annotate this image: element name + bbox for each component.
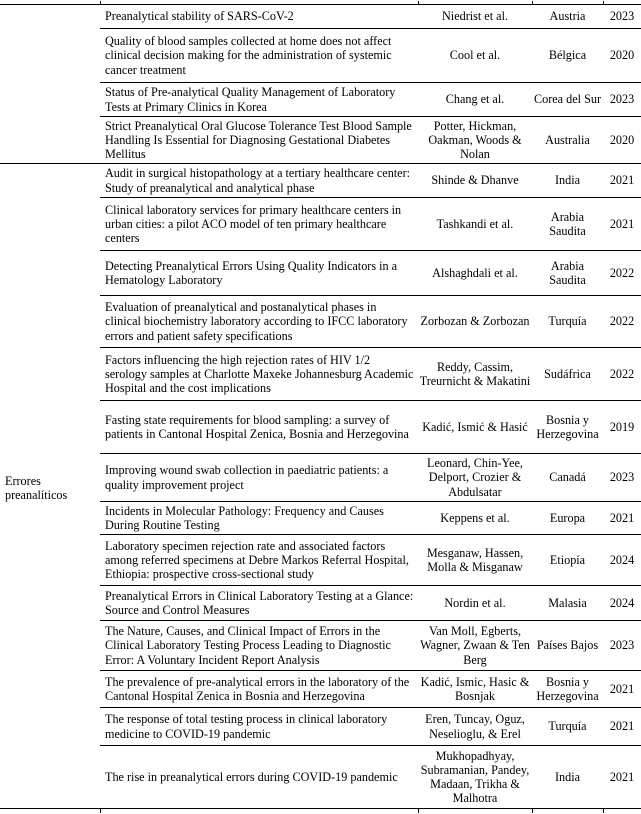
row-divider xyxy=(100,534,641,535)
cell-title xyxy=(105,746,415,808)
column-tick xyxy=(100,809,101,813)
cell-authors xyxy=(418,83,532,116)
cell-title xyxy=(105,454,415,501)
cell-country xyxy=(532,296,603,347)
cell-title xyxy=(105,621,415,670)
cell-authors-text: Shinde & Dhanve xyxy=(431,173,519,188)
cell-title-text: Evaluation of preanalytical and postanalytical phases in clinical biochemistry laboratory according to IFCC laboratory errors and patient safety specifications xyxy=(105,300,408,343)
row-divider xyxy=(100,453,641,454)
cell-title-text: Preanalytical stability of SARS-CoV-2 xyxy=(105,9,294,24)
cell-country-text: India xyxy=(554,769,581,784)
cell-title xyxy=(105,708,415,745)
row-divider xyxy=(100,707,641,708)
cell-title xyxy=(105,117,415,163)
row-divider xyxy=(100,620,641,621)
cell-country-text: Sudáfrica xyxy=(544,366,591,381)
cell-year xyxy=(603,296,641,347)
row-divider xyxy=(100,501,641,502)
table-row xyxy=(100,454,641,501)
cell-year xyxy=(603,586,641,620)
cell-year xyxy=(603,401,641,453)
cell-year xyxy=(603,83,641,116)
table-row xyxy=(100,117,641,163)
cell-year-text: 2020 xyxy=(609,48,635,63)
column-tick xyxy=(603,809,604,813)
cell-title xyxy=(105,535,415,585)
cell-authors-text: Kadić, Ismic, Hasic & Bosnjak xyxy=(420,674,530,703)
cell-year-text: 2021 xyxy=(609,216,635,231)
cell-country-text: Malasia xyxy=(548,595,587,610)
cell-title-text: Detecting Preanalytical Errors Using Quality Indicators in a Hematology Laboratory xyxy=(105,258,398,287)
cell-title-text: Improving wound swab collection in paediatric patients: a quality improvement project xyxy=(105,463,389,492)
cell-year-text: 2024 xyxy=(609,595,635,610)
table-row xyxy=(100,296,641,347)
cell-country xyxy=(532,348,603,400)
cell-authors-text: Niedrist et al. xyxy=(442,9,508,24)
table-row xyxy=(100,535,641,585)
table-row xyxy=(100,746,641,808)
cell-year xyxy=(603,746,641,808)
cell-authors-text: Alshaghdali et al. xyxy=(432,265,518,280)
cell-title xyxy=(105,348,415,400)
cell-country xyxy=(532,164,603,197)
cell-country xyxy=(532,198,603,250)
row-divider xyxy=(100,745,641,746)
cell-title xyxy=(105,29,415,82)
column-tick xyxy=(100,1,101,5)
cell-country xyxy=(532,621,603,670)
cell-title-text: Preanalytical Errors in Clinical Laboratory Testing at a Glance: Source and Control Measures xyxy=(105,588,414,617)
cell-title xyxy=(105,671,415,707)
table-row xyxy=(100,348,641,400)
cell-year-text: 2021 xyxy=(609,681,635,696)
cell-country-text: Etiopía xyxy=(549,552,586,567)
cell-country-text: Corea del Sur xyxy=(533,92,601,107)
cell-year xyxy=(603,708,641,745)
cell-year-text: 2022 xyxy=(609,314,635,329)
cell-title xyxy=(105,586,415,620)
table-row xyxy=(100,83,641,116)
cell-authors xyxy=(418,296,532,347)
cell-country-text: Turquía xyxy=(548,719,587,734)
cell-year-text: 2023 xyxy=(609,638,635,653)
cell-title-text: Incidents in Molecular Pathology: Frequency and Causes During Routine Testing xyxy=(105,503,384,532)
cell-authors-text: Eren, Tuncay, Oguz, Neselioglu, & Erel xyxy=(425,712,525,741)
cell-country xyxy=(532,251,603,295)
cell-authors xyxy=(418,198,532,250)
row-divider xyxy=(100,347,641,348)
cell-year-text: 2023 xyxy=(609,92,635,107)
cell-country-text: Australia xyxy=(545,132,590,147)
column-tick xyxy=(418,1,419,5)
cell-country xyxy=(532,708,603,745)
table-row xyxy=(100,29,641,82)
cell-year-text: 2021 xyxy=(609,173,635,188)
cell-authors xyxy=(418,348,532,400)
cell-authors-text: Nordin et al. xyxy=(444,595,506,610)
cell-country-text: Austria xyxy=(549,9,586,24)
cell-year-text: 2022 xyxy=(609,366,635,381)
cell-authors xyxy=(418,454,532,501)
column-tick xyxy=(532,809,533,813)
cell-title xyxy=(105,251,415,295)
cell-year xyxy=(603,502,641,534)
row-divider xyxy=(100,400,641,401)
cell-year-text: 2020 xyxy=(609,132,635,147)
column-tick xyxy=(603,1,604,5)
cell-title xyxy=(105,401,415,453)
cell-year xyxy=(603,251,641,295)
table-row xyxy=(100,251,641,295)
table-row xyxy=(100,401,641,453)
cell-country xyxy=(532,454,603,501)
cell-country xyxy=(532,401,603,453)
row-divider xyxy=(100,82,641,83)
cell-country xyxy=(532,502,603,534)
cell-year xyxy=(603,198,641,250)
cell-title-text: Laboratory specimen rejection rate and associated factors among referred specimens at Debre Markos Referral Hospital, Ethiopia: prospective cross-sectional study xyxy=(105,538,409,582)
cell-authors xyxy=(418,251,532,295)
cell-authors xyxy=(418,708,532,745)
table-row xyxy=(100,164,641,197)
cell-country xyxy=(532,83,603,116)
row-divider xyxy=(100,585,641,586)
cell-country-text: Países Bajos xyxy=(536,638,599,653)
cell-year-text: 2022 xyxy=(609,265,635,280)
cell-authors-text: Mesganaw, Hassen, Molla & Misganaw xyxy=(426,545,524,574)
cell-country xyxy=(532,117,603,163)
cell-authors xyxy=(418,746,532,808)
cell-year xyxy=(603,671,641,707)
cell-year-text: 2021 xyxy=(609,510,635,525)
table-row xyxy=(100,586,641,620)
table-row xyxy=(100,708,641,745)
cell-authors-text: Tashkandi et al. xyxy=(436,216,514,231)
cell-country xyxy=(532,5,603,28)
cell-country-text: India xyxy=(554,173,581,188)
cell-authors-text: Leonard, Chin-Yee, Delport, Crozier & Abdulsatar xyxy=(427,456,523,499)
row-divider xyxy=(0,163,641,164)
cell-authors xyxy=(418,164,532,197)
cell-title xyxy=(105,5,415,28)
cell-country-text: Bosnia y Herzegovina xyxy=(536,674,599,703)
cell-authors-text: Mukhopadhyay, Subramanian, Pandey, Madaan, Trikha & Malhotra xyxy=(420,748,530,806)
table-row xyxy=(100,5,641,28)
cell-title xyxy=(105,83,415,116)
cell-year xyxy=(603,29,641,82)
cell-year-text: 2021 xyxy=(609,719,635,734)
cell-title-text: Audit in surgical histopathology at a tertiary healthcare center: Study of preanalytical and analytical phase xyxy=(105,166,411,195)
cell-title xyxy=(105,198,415,250)
cell-country-text: Turquía xyxy=(548,314,587,329)
cell-title-text: The prevalence of pre-analytical errors in the laboratory of the Cantonal Hospital Zenica in Bosnia and Herzegovina xyxy=(105,674,410,703)
cell-year xyxy=(603,117,641,163)
cell-authors xyxy=(418,586,532,620)
cell-authors xyxy=(418,502,532,534)
cell-title xyxy=(105,296,415,347)
cell-title-text: The Nature, Causes, and Clinical Impact of Errors in the Clinical Laboratory Testing Process Leading to Diagnostic Error: A Voluntary Incident Report Analysis xyxy=(105,624,391,667)
cell-country-text: Arabia Saudita xyxy=(549,258,586,287)
cell-year-text: 2024 xyxy=(609,552,635,567)
cell-year-text: 2019 xyxy=(609,419,635,434)
cell-year xyxy=(603,535,641,585)
group-label: Errores preanalíticos xyxy=(5,474,68,503)
cell-title-text: Quality of blood samples collected at home does not affect clinical decision making for the administration of systemic cancer treatment xyxy=(105,34,392,77)
row-divider xyxy=(100,250,641,251)
cell-authors xyxy=(418,29,532,82)
cell-title-text: Fasting state requirements for blood sampling: a survey of patients in Cantonal Hospital Zenica, Bosnia and Herzegovina xyxy=(105,412,409,441)
row-divider xyxy=(100,116,641,117)
cell-authors-text: Van Moll, Egberts, Wagner, Zwaan & Ten Berg xyxy=(420,624,530,667)
cell-year-text: 2021 xyxy=(609,769,635,784)
cell-title-text: The response of total testing process in clinical laboratory medicine to COVID-19 pandemic xyxy=(105,712,388,741)
cell-country-text: Arabia Saudita xyxy=(549,209,586,238)
row-divider xyxy=(100,197,641,198)
cell-authors xyxy=(418,535,532,585)
cell-country-text: Canadá xyxy=(549,470,586,485)
cell-country-text: Europa xyxy=(549,510,586,525)
table-row xyxy=(100,198,641,250)
cell-country-text: Bosnia y Herzegovina xyxy=(536,412,599,441)
cell-authors-text: Reddy, Cassim, Treurnicht & Makatini xyxy=(419,359,531,388)
cell-year-text: 2023 xyxy=(609,470,635,485)
cell-title xyxy=(105,164,415,197)
column-tick xyxy=(418,809,419,813)
row-divider xyxy=(100,28,641,29)
table-row xyxy=(100,502,641,534)
cell-authors xyxy=(418,671,532,707)
cell-year xyxy=(603,454,641,501)
cell-country xyxy=(532,29,603,82)
cell-year xyxy=(603,164,641,197)
cell-country xyxy=(532,746,603,808)
cell-title xyxy=(105,502,415,534)
cell-authors-text: Kadić, Ismić & Hasić xyxy=(422,419,528,434)
cell-title-text: Factors influencing the high rejection rates of HIV 1/2 serology samples at Charlotte Maxeke Johannesburg Academic Hospital and the cost implications xyxy=(105,352,414,396)
cell-year xyxy=(603,5,641,28)
cell-country xyxy=(532,586,603,620)
cell-year xyxy=(603,348,641,400)
cell-title-text: Clinical laboratory services for primary healthcare centers in urban cities: a pilot ACO model of ten primary healthcare centers xyxy=(105,202,402,246)
cell-authors-text: Potter, Hickman, Oakman, Woods & Nolan xyxy=(428,118,522,162)
table-row xyxy=(100,621,641,670)
cell-country xyxy=(532,535,603,585)
cell-title-text: The rise in preanalytical errors during COVID-19 pandemic xyxy=(105,769,398,784)
cell-title-text: Strict Preanalytical Oral Glucose Tolerance Test Blood Sample Handling Is Essential for Diagnosing Gestational Diabetes Mellitus xyxy=(105,118,412,162)
cell-authors xyxy=(418,117,532,163)
row-divider xyxy=(100,670,641,671)
table-row xyxy=(100,671,641,707)
cell-authors-text: Chang et al. xyxy=(445,92,505,107)
cell-authors xyxy=(418,621,532,670)
cell-country xyxy=(532,671,603,707)
cell-country-text: Bélgica xyxy=(548,48,587,63)
cell-authors-text: Keppens et al. xyxy=(440,510,510,525)
cell-year-text: 2023 xyxy=(609,9,635,24)
column-tick xyxy=(532,1,533,5)
cell-authors xyxy=(418,5,532,28)
cell-year xyxy=(603,621,641,670)
row-divider xyxy=(0,808,641,809)
cell-authors xyxy=(418,401,532,453)
cell-authors-text: Zorbozan & Zorbozan xyxy=(420,314,530,329)
row-divider xyxy=(100,295,641,296)
cell-authors-text: Cool et al. xyxy=(449,48,501,63)
cell-title-text: Status of Pre-analytical Quality Management of Laboratory Tests at Primary Clinics in Korea xyxy=(105,85,396,114)
